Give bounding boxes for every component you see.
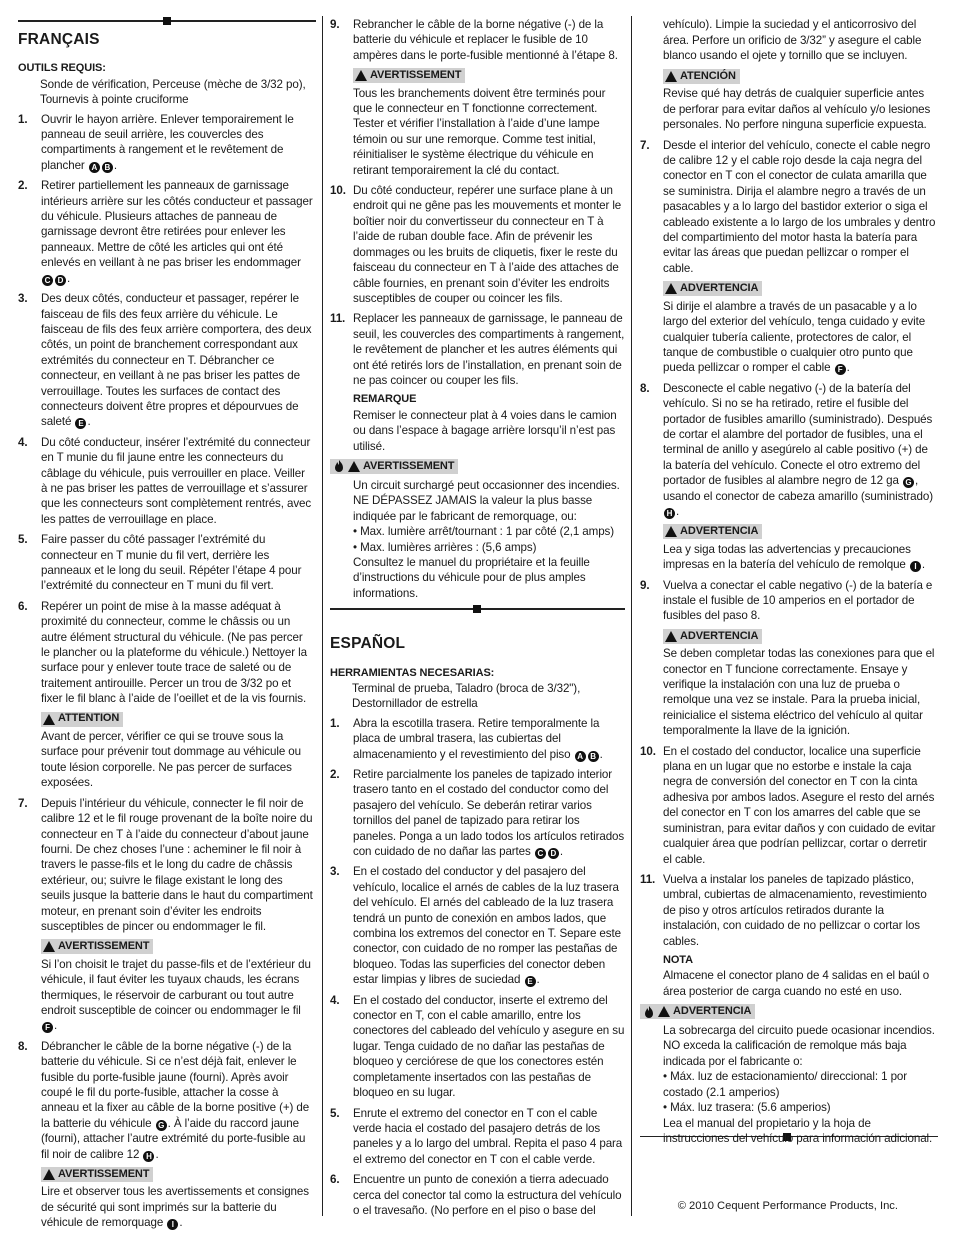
es-step-10	[640, 744, 938, 867]
tools-label: HERRAMIENTAS NECESARIAS:	[330, 666, 495, 679]
step-9	[330, 17, 625, 63]
step-1: 1. Ouvrir le hayon arrière. Enlever temporairement le panneau de seuil arrière, les couvercles des compartiments à rangement et le revêtement de plancher A B .	[18, 112, 294, 172]
warning-label: ADVERTENCIA	[640, 1004, 755, 1019]
step-number: 5.	[330, 1106, 340, 1120]
figure-a-icon: A	[575, 751, 586, 762]
step-number: 1.	[330, 716, 340, 730]
step-number: 1.	[18, 112, 28, 126]
bullet-item: • Max. lumières arrières : (5,6 amps)	[353, 540, 537, 554]
atencion-box	[663, 69, 938, 133]
step-11	[330, 311, 625, 454]
step-3: 3. Des deux côtés, conducteur et passager, repérer le faisceau de fils des feux arrière du véhicule. Le faisceau de fils des feux arrière comportera, des deux côtés, un point de branchement correspondant aux extrémités du connecteur en T. Débrancher ce connecteur, en veillant à ne pas briser les pattes de verrouillage. Toutes les surfaces de contact des connecteurs doivent être propres et dépourvues de saleté E .	[18, 292, 312, 429]
step-text: Des deux côtés, conducteur et passager, repérer le faisceau de fils des feux arrière du véhicule. Le faisceau de fils des feux arrière comportera, des deux côtés, un point de branchement correspondant aux extrémités du connecteur en T. Débrancher ce connecteur, en veillant à ne pas briser les pattes de verrouillage. Toutes les surfaces de contact des connecteurs doivent être propres et dépourvues de saleté	[41, 292, 312, 429]
step-number: 11.	[640, 872, 656, 886]
note-title: REMARQUE	[353, 393, 417, 406]
es-warning-box-8	[663, 524, 938, 572]
figure-g-icon: G	[903, 477, 914, 488]
es-fire-warning-box	[640, 1004, 938, 1146]
figure-d-icon: D	[55, 275, 66, 286]
warning-label: AVERTISSEMENT	[41, 1167, 153, 1182]
figure-i-icon: I	[910, 561, 921, 572]
step-number: 4.	[330, 993, 340, 1007]
warning-text: Tous les branchements doivent être terminés pour que le connecteur en T fonctionne correctement. Tester et vérifier l’installation à l’aide d’une lampe témoin ou sur une remorque. Comme test initial, réinitialiser le système électrique du véhicule en retirant temporairement la clé du contact.	[353, 86, 606, 177]
es-step-2: 2. Retire parcialmente los paneles de tapizado interior trasero tanto en el costado del conductor como del pasajero del vehículo. Se deberán retirar varios tornillos del panel de tapizado para retirar los paneles. Ponga a un lado todos los artículos retirados con cuidado de no dañar las partes C D .	[330, 767, 625, 858]
step-text: Retire parcialmente los paneles de tapizado interior trasero tanto en el costado del conductor como del pasajero del vehículo. Se deberán retirar varios tornillos del panel de tapizado para retirar los paneles. Ponga a un lado todos los artículos retirados con cuidado de no dañar las partes	[353, 767, 625, 858]
step-text: Ouvrir le hayon arrière. Enlever temporairement le panneau de seuil arrière, les couvercles des compartiments à rangement et le revêtement de plancher	[41, 112, 294, 172]
figure-c-icon: C	[42, 275, 53, 286]
warning-triangle-icon	[665, 71, 677, 82]
column-divider-left	[322, 16, 323, 1216]
step-number: 9.	[330, 18, 340, 31]
step-text: Encuentre un punto de conexión a tierra adecuado cerca del conector tal como la estructura del vehículo o el travesaño. (No perfore en el piso o base del	[353, 1173, 622, 1217]
column-middle	[330, 17, 625, 1223]
warning-text: Si l’on choisit le trajet du passe-fils et de l’extérieur du véhicule, il faut éviter les tuyaux chauds, les écrans thermiques, le réservoir de carburant ou tout autre endroit susceptible de coincer ou endommager le fil F .	[41, 957, 311, 1033]
figure-h-icon: H	[143, 1151, 154, 1162]
step-text: Replacer les panneaux de garnissage, le panneau de seuil, les couvercles des compartiments à rangement, le revêtement de plancher et les autres éléments qui ont été retirés lors de l’installation, en prenant soin de ne pas coincer ou couper les fils.	[353, 312, 625, 387]
figure-i-icon: I	[167, 1219, 178, 1230]
figure-h-icon: H	[664, 508, 675, 519]
es-step-3: 3. En el costado del conductor y del pasajero del vehículo, localice el arnés de cables de la luz trasera del vehículo. El arnés del cableado de la luz trasera tendrá un punto de conexión en ambos lados, que combina los extremos del conector en T. Separe este conector, con cuidado de no romper las pestañas de bloqueo. Todas las superficies del conector deben estar limpias y libres de suciedad E .	[330, 865, 621, 987]
warning-triangle-icon	[43, 1169, 55, 1180]
step-text: Enrute el extremo del conector en T con el cable verde hacia el costado del pasajero detrás de los paneles y a lo largo del umbral. Repita el paso 4 para el extremo del conector en T con el cable verde.	[353, 1106, 623, 1166]
warning-label: ADVERTENCIA	[663, 629, 762, 644]
step-text: vehículo). Limpie la suciedad y el anticorrosivo del área. Perfore un orificio de 3/32” y asegure el cable blanco usando el ojete y tornillo que se incluyen.	[663, 18, 922, 63]
es-step-4	[330, 993, 625, 1101]
step-text: En el costado del conductor, inserte el extremo del conector en T, con el cable amarillo, entre los conectores del cableado del vehículo y asegure en su lugar. Tenga cuidado de no dañar las pestañas de bloqueo y cerciórese de que los conectores estén completamente insertados con las pestañas de bloqueo en su lugar.	[353, 993, 625, 1100]
column-french	[18, 32, 314, 1236]
es-warning-box-7	[663, 281, 938, 375]
step-number: 4.	[18, 435, 28, 449]
section-title-spanish: ESPAÑOL	[330, 635, 406, 653]
column-right	[640, 17, 938, 1151]
step-4	[18, 435, 314, 527]
warning-text: Lea el manual del propietario y la hoja de instrucciones del vehículo para información adicional.	[663, 1116, 933, 1145]
warning-triangle-icon	[43, 941, 55, 952]
step-text: Du côté conducteur, repérer une surface plane à un endroit qui ne gêne pas les mouvements et monter le boîtier noir du convertisseur du connecteur en T à l’aide de ruban double face. Afin de prévenir les dommages ou les bruits de cliquetis, fixer le reste du faisceau du connecteur en T à l’aide des attaches de câble fournies, en prenant soin d’éviter les endroits susceptibles de couper ou coincer les fils.	[353, 184, 622, 305]
step-number: 11.	[330, 312, 346, 326]
fire-warning-box	[330, 459, 625, 601]
step-text: Rebrancher le câble de la borne négative (-) de la batterie du véhicule et replacer le fusible de 10 ampères dans le porte-fusible mentionné à l’étape 8.	[353, 18, 618, 62]
step-number: 8.	[18, 1039, 28, 1053]
step-text: Repérer un point de mise à la masse adéquat à proximité du connecteur, comme le châssis ou un autre élément structural du véhicule. (Ne pas percer le plancher ou la plateforme du véhicule.) Nettoyer la surface pour y enlever toute trace de saleté ou de traitement antirouille. Percer un trou de 3/32 po et fixer le fil blanc à l’aide de l’oeillet et de la vis fournis.	[41, 599, 307, 706]
step-number: 7.	[640, 138, 650, 152]
warning-triangle-icon	[355, 70, 367, 81]
warning-label: ADVERTENCIA	[663, 281, 762, 296]
warning-box-7	[41, 939, 314, 1033]
step-text: En el costado del conductor, localice una superficie plana en un lugar que no estorbe e instale la caja negra de conversión del conector en T con la cinta adhesiva por ambos lados. Asegure el resto del arnés del conector en T con los amarres del cable que se suministran, para evitar daños y con cuidado de evitar cualquier área que podrían pellizcar, cortar o derretir el cable.	[663, 744, 936, 866]
step-7	[18, 796, 314, 935]
step-number: 6.	[330, 1173, 340, 1187]
warning-triangle-icon	[665, 526, 677, 537]
tools-text: Sonde de vérification, Perceuse (mèche de 3/32 po), Tournevis à pointe cruciforme	[40, 77, 306, 107]
figure-f-icon: F	[835, 364, 846, 375]
step-text: Vuelva a conectar el cable negativo (-) de la batería e instale el fusible de 10 amperios en el portador de fusibles del paso 8.	[663, 578, 933, 623]
step-number: 5.	[18, 533, 28, 547]
step-2: 2. Retirer partiellement les panneaux de garnissage intérieurs arrière sur les côtés conducteur et passager du véhicule. Plusieurs attaches de panneau de garnissage devront être retirées pour enlever les panneaux. Mettre de côté les articles qui ont été enlevés en veillant à ne pas briser les endommager C D .	[18, 179, 313, 285]
warning-text: Se deben completar todas las conexiones para que el conector en T funcione correctamente. Ensaye y verifique la instalación con una luz de prueba o remolque una vez se instale. Para la prueba inicial, reinicialice el sistema eléctrico del vehículo al quitar temporalmente la llave de la ignición.	[663, 647, 935, 738]
bullet-item: • Máx. luz de estacionamiento/ direccional: 1 por costado (2.1 amperios)	[663, 1070, 908, 1099]
warning-triangle-icon	[665, 631, 677, 642]
step-text: Vuelva a instalar los paneles de tapizado plástico, umbral, cubiertas de almacenamiento, revestimiento de piso y otros artículos retirados durante la instalación, con cuidado de no pellizcar o cortar los cables.	[663, 872, 927, 948]
step-number: 3.	[18, 292, 28, 306]
step-5	[18, 532, 314, 594]
step-text: Desconecte el cable negativo (-) de la batería del vehículo. Si no se ha retirado, retire el fusible del portador de fusibles amarillo (suministrado). Después de cortar el alambre del portador de fusibles, una el terminal de anillo y asegúrelo al cable positivo (+) de la batería del vehículo. Conecte el otro extremo del portador de fusibles al alambre negro de 12 ga	[663, 381, 933, 488]
tools-label: OUTILS REQUIS:	[18, 62, 106, 75]
note-title: NOTA	[663, 953, 693, 966]
figure-e-icon: E	[75, 418, 86, 429]
es-step-9	[640, 578, 938, 624]
figure-b-icon: B	[102, 162, 113, 173]
warning-label: AVERTISSEMENT	[330, 459, 458, 474]
fire-icon	[332, 459, 346, 473]
warning-triangle-icon	[348, 461, 360, 472]
step-text: En el costado del conductor y del pasajero del vehículo, localice el arnés de cables de la luz trasera del vehículo. El arnés del cableado de la luz trasera tendrá un punto de conexión en ambos lados, que combina los extremos del conector en T. Separe este conector, con cuidado de no romper las pestañas de bloqueo. Todas las superficies del conector deben estar limpias y libres de suciedad	[353, 865, 621, 987]
es-step-7	[640, 138, 938, 277]
es-step-6-continued	[640, 17, 938, 64]
bullet-item: • Máx. luz trasera: (5.6 amperios)	[663, 1101, 831, 1115]
warning-triangle-icon	[43, 714, 55, 725]
warning-label: ATTENTION	[41, 712, 123, 727]
column-divider-right	[631, 16, 632, 1216]
warning-label: AVERTISSEMENT	[353, 68, 465, 83]
figure-b-icon: B	[588, 751, 599, 762]
warning-label: AVERTISSEMENT	[41, 939, 153, 954]
step-number: 7.	[18, 796, 28, 810]
es-step-8: 8. Desconecte el cable negativo (-) de la batería del vehículo. Si no se ha retirado, retire el fusible del portador de fusibles amarillo (suministrado). Después de cortar el alambre del portador de fusibles, una el terminal de anillo y asegúrelo al cable positivo (+) de la batería del vehículo. Conecte el otro extremo del portador de fusibles al alambre negro de 12 ga G , usando el conector de cabeza amarillo (suministrado) H .	[640, 381, 933, 518]
copyright: © 2010 Cequent Performance Products, Inc.	[677, 1200, 898, 1212]
step-text: Desde el interior del vehículo, conecte el cable negro de calibre 12 y el cable rojo desde la caja negra del conector en T con el conector de culata amarilla que se suministra. Dirija el alambre negro a través de un pasacables y a lo largo del bastidor exterior o siga el cableado existente a lo largo de los umbrales y dentro del compartimiento del motor hasta la batería para evitar las áreas que puedan pellizcar o romper el cable.	[663, 138, 936, 275]
figure-f-icon: F	[42, 1022, 53, 1033]
es-step-5	[330, 1106, 625, 1168]
step-text: Débrancher le câble de la borne négative (-) de la batterie du véhicule. Si ce n’est déjà fait, enlever le fusible du porte-fusible jaune (fourni). Après avoir coupé le fil du porte-fusible, attacher la cosse à anneau et la fixer au câble de la borne positive (+) de la batterie du véhicule	[41, 1039, 310, 1130]
figure-d-icon: D	[548, 848, 559, 859]
warning-text: Avant de percer, vérifier ce qui se trouve sous la surface pour prévenir tout dommage au véhicule ou toute lésion corporelle. Ne pas percer de surfaces exposées.	[41, 730, 301, 790]
warning-triangle-icon	[665, 283, 677, 294]
es-step-6	[330, 1172, 625, 1218]
step-text: Depuis l’intérieur du véhicule, connecter le fil noir de calibre 12 et le fil rouge provenant de la boîte noire du connecteur en T à l’aide du connecteur d’about jaune fourni. De chez choses l’une : acheminer le fil noir à travers le passe-fils et le long du cadre de châssis extérieur, ou; suivre le filage existant le long des seuils jusque la batterie dans le haut du compartiment moteur, en prenant soin d’éviter les endroits susceptibles de pincer ou endommager le fil.	[41, 796, 313, 933]
figure-c-icon: C	[535, 848, 546, 859]
step-10	[330, 183, 625, 306]
warning-text: Lire et observer tous les avertissements et consignes de sécurité qui sont imprimés sur la batterie du véhicule de remorquage I .	[41, 1185, 309, 1230]
warning-text: Lea y siga todas las advertencias y precauciones impresas en la batería del vehículo de remolque I .	[663, 542, 926, 572]
step-8: 8. Débrancher le câble de la borne négative (-) de la batterie du véhicule. Si ce n’est déjà fait, enlever le fusible du porte-fusible jaune (fourni). Après avoir coupé le fil du porte-fusible, attacher la cosse à anneau et la fixer au câble de la borne positive (+) de la batterie du véhicule G . À l’aide du raccord jaune (fourni), attacher l’autre extrémité du porte-fusible au fil noir de calibre 12 H .	[18, 1039, 310, 1161]
note-text: Remiser le connecteur plat à 4 voies dans le camion ou dans l’espace à bagage arrière lorsqu’il n’est pas utilisé.	[353, 408, 617, 453]
figure-e-icon: E	[525, 976, 536, 987]
bullet-item: • Max. lumière arrêt/tournant : 1 par côté (2,1 amps)	[353, 525, 615, 539]
step-number: 8.	[640, 381, 650, 395]
step-number: 10.	[640, 744, 656, 758]
warning-box-8	[41, 1167, 314, 1231]
warning-text: Revise qué hay detrás de cualquier superficie antes de perforar para evitar daños al vehículo y/o lesiones personales. No perfore ninguna superficie expuesta.	[663, 87, 931, 132]
note-text: Almacene el conector plano de 4 salidas en el baúl o área posterior de carga cuando no esté en uso.	[663, 969, 930, 998]
es-warning-box-9	[663, 629, 938, 739]
step-text: Du côté conducteur, insérer l’extrémité du connecteur en T munie du fil jaune entre les connecteurs du câblage du véhicule, puis verrouiller en place. Veiller à ne pas briser les pattes de verrouillage et s’assurer que les connecteurs sont complètement rentrés, avec les pattes de verrouillage en place.	[41, 435, 312, 526]
warning-triangle-icon	[658, 1006, 670, 1017]
step-6	[18, 599, 314, 707]
attention-box	[41, 712, 314, 791]
warning-text: Consultez le manuel du propriétaire et la feuille d’instructions du véhicule pour de plus amples informations.	[353, 555, 590, 600]
section-title-french: FRANÇAIS	[18, 31, 100, 48]
step-number: 3.	[330, 865, 340, 879]
warning-text: Un circuit surchargé peut occasionner des incendies. NE DÉPASSEZ JAMAIS la valeur la plus basse indiquée par le fabricant de remorquage, ou:	[353, 478, 620, 523]
tools-text: Terminal de prueba, Taladro (broca de 3/32"), Destornillador de estrella	[352, 681, 581, 711]
es-step-1: 1. Abra la escotilla trasera. Retire temporalmente la placa de umbral trasera, las cubiertas del almacenamiento y el revestimiento del piso A B .	[330, 716, 603, 761]
step-number: 6.	[18, 599, 28, 613]
step-number: 2.	[18, 179, 28, 193]
step-number: 10.	[330, 184, 346, 198]
step-text: Faire passer du côté passager l’extrémité du connecteur en T munie du fil vert, derrière les panneaux et le long du seuil. Répéter l’étape 4 pour l’extrémité du connecteur en T muni du fil vert.	[41, 533, 302, 593]
warning-box-9	[353, 68, 625, 178]
step-number: 2.	[330, 767, 340, 781]
warning-label: ATENCIÓN	[663, 69, 740, 84]
figure-g-icon: G	[156, 1120, 167, 1131]
warning-text: La sobrecarga del circuito puede ocasionar incendios. NO exceda la calificación de remolque más baja indicada por el fabricante o:	[663, 1024, 935, 1068]
es-step-11	[640, 872, 938, 999]
fire-icon	[642, 1005, 656, 1019]
step-number: 9.	[640, 578, 650, 592]
rule-marker	[163, 17, 171, 25]
figure-a-icon: A	[89, 162, 100, 173]
warning-text: Si dirije el alambre a través de un pasacable y a lo largo del exterior del vehículo, tenga cuidado y evite cualquier tubería caliente, protectores de calor, el tanque de combustible o cualquier otro punto que pueda pellizcar o romper el cable F .	[663, 299, 926, 375]
warning-label: ADVERTENCIA	[663, 524, 762, 539]
step-text: Abra la escotilla trasera. Retire temporalmente la placa de umbral trasera, las cubiertas del almacenamiento y el revestimiento del piso	[353, 716, 600, 761]
step-text: Retirer partiellement les panneaux de garnissage intérieurs arrière sur les côtés conducteur et passager du véhicule. Plusieurs attaches de panneau de garnissage devront être retirées pour enlever les panneaux. Mettre de côté les articles qui ont été enlevés en veillant à ne pas briser les endommager	[41, 179, 313, 270]
